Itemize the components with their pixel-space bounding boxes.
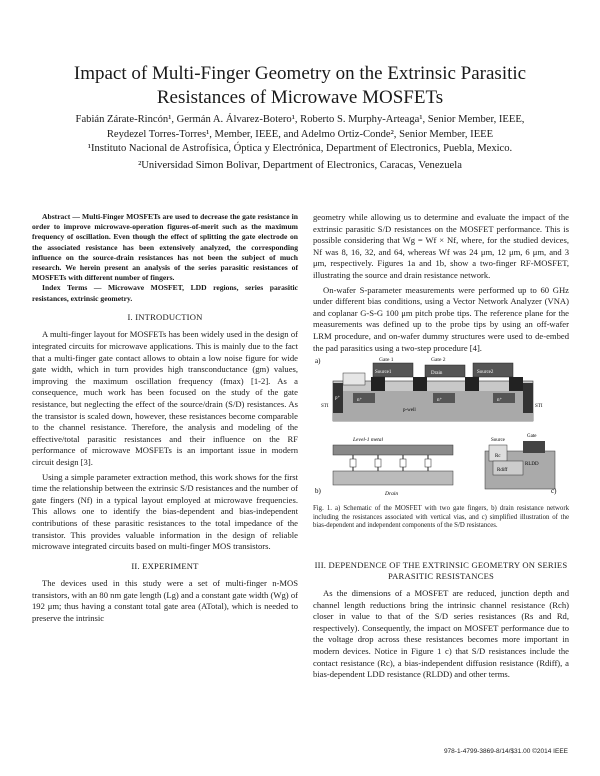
- title-line-2: Resistances of Microwave MOSFETs: [156, 87, 444, 108]
- figure-panel-b: [333, 445, 453, 485]
- sec3-paragraph-1: As the dimensions of a MOSFET are reduced, junction depth and channel length reductions bring the intrinsic channel resistance (Rch) closer in value to that of the S/D series resistances (Rs and Rd, respectively). Consequently, the impact on MOSFET performance due to the voltage drop across these resistances becomes more important in modern devices. Notice in Figure 1 c) that S/D resistances include the contact resistance (Rc), a bias-independent diffusion resistance (Rdiff), a bias-dependent LDD resistance (RLDD) and other terms.: [313, 588, 569, 680]
- affiliation-2: ²Universidad Simon Bolivar, Department of Electronics, Caracas, Venezuela: [138, 160, 462, 171]
- fig-level1-label: Level-1 metal: [353, 437, 384, 443]
- affiliation-1: ¹Instituto Nacional de Astrofísica, Óptica y Electrónica, Department of Electronics, Puebla, Mexico.: [87, 143, 513, 154]
- fig-source-c-label: Source: [491, 438, 505, 443]
- fig-sti-right: STI: [535, 404, 543, 409]
- fig-rdiff-label: Rdiff: [497, 468, 508, 473]
- fig-label-b: b): [315, 487, 321, 495]
- experiment-paragraph-1: The devices used in this study were a set of multi-finger n-MOS transistors, with an 80 nm gate length (Lg) and a constant gate width (Wg) of 192 μm; thus having a constant total gate area (ATotal), which is needed to preserve the intrinsic: [32, 578, 298, 624]
- abstract-text: Abstract — Multi-Finger MOSFETs are used to decrease the gate resistance in order to improve microwave-operation figures-of-merit such as the maximum frequency of oscillation. Even though the effect of splitting the gate electrode on the associated resistance has been extensively analyzed, the corresponding influence on the source-drain resistances has not been the subject of much research. We herein present an analysis of the series parasitic resistances of MOSFETs with different number of fingers.: [32, 212, 298, 283]
- sec3-title-line-1: III. DEPENDENCE OF THE EXTRINSIC GEOMETRY ON SERIES: [314, 560, 568, 570]
- section-heading-experiment: II. EXPERIMENT: [131, 560, 199, 571]
- fig-source2-label: Source2: [477, 370, 494, 375]
- right-column-bottom: [313, 560, 569, 684]
- fig-label-a: a): [315, 357, 321, 365]
- sec3-title-line-2: PARASITIC RESISTANCES: [387, 571, 495, 581]
- intro-paragraph-2: Using a simple parameter extraction method, this work shows for the first time the relationship between the extrinsic S/D resistances and the number of gate fingers (Nf) in a typical layout employed at microwave frequencies. This allows one to identify the bias-dependent and bias-independent contributions of these parasitic resistances to the total impedance of the transistor. This provides valuable information in the design of reliable microwave integrated circuits based on multi-finger MOS transistors.: [32, 471, 298, 552]
- fig-gate2-label: Gate 2: [431, 357, 446, 363]
- fig-source1-label: Source1: [375, 370, 392, 375]
- fig-gate-c-label: Gate: [527, 434, 537, 439]
- intro-paragraph-1: A multi-finger layout for MOSFETs has been widely used in the design of integrated circuits for microwave applications. This is mainly due to the fact that a multi-finger gate contact allows to obtain a low noise figure for wide gate width, which in turn provides high transconductance (gm) values, improving the maximum oscillation frequency (fmax) [1-2]. As a consequence, much work has been focused on the study of the gate resistance, but neglecting the effect of the source/drain (S/D) resistances. As the transistor is scaled down, however, these resistances become comparable to the channel resistance. Therefore, the analysis and modeling of the effective/total parasitic resistances and their influence on the RF performance of microwave MOSFETs is an important issue in modern circuit design [3].: [32, 329, 298, 467]
- fig-drain-b-label: Drain: [385, 491, 399, 497]
- abstract-block: [32, 212, 298, 304]
- section-heading-dependence: [313, 560, 569, 582]
- fig-rc-label: Rc: [495, 454, 501, 459]
- fig-drain-label: Drain: [431, 371, 443, 376]
- index-terms: Index Terms — Microwave MOSFET, LDD regions, series parasitic resistances, extrinsic geometry.: [32, 283, 298, 303]
- figure-1-caption: Fig. 1. a) Schematic of the MOSFET with two gate fingers, b) drain resistance network including the resistances associated with vertical vias, and c) simplified illustration of the bias-dependent and independent components of the S/D resistances.: [313, 505, 569, 530]
- fig-nplus-3: n⁺: [497, 398, 503, 403]
- author-list: [40, 112, 560, 142]
- fig-nplus-1: n⁺: [357, 398, 363, 403]
- figure-panel-c: [485, 441, 555, 489]
- right-paragraph-2: On-wafer S-parameter measurements were performed up to 60 GHz under different bias conditions, using a Vector Network Analyzer (VNA) and coplanar G-S-G 100 μm pitch probe tips. The reference plane for the measurements was defined up to the probe tips by using an off-wafer LRM procedure, and on-wafer dummy structures were used to de-embed the pad parasitics using a two-step procedure [4].: [313, 284, 569, 353]
- title-line-1: Impact of Multi-Finger Geometry on the Extrinsic Parasitic: [73, 63, 527, 84]
- fig-gate1-label: Gate 1: [379, 357, 394, 363]
- left-column: [32, 212, 298, 628]
- fig-pplus-label: p⁺: [335, 396, 341, 401]
- fig-nplus-2: n⁺: [437, 398, 443, 403]
- right-paragraph-1: geometry while allowing us to determine and evaluate the impact of the extrinsic parasitic S/D resistances on the MOSFET performance. This is possible considering that Wg = Wf × Nf, where, for the studied devices, Nf was 8, 16, 32, and 64, whereas Wf was 24 μm, 12 μm, 6 μm, and 3 μm, respectively. Figures 1a and 1b, show a two-finger RF-MOSFET, illustrating the source and drain resistance network.: [313, 212, 569, 280]
- right-column-top: [313, 212, 569, 357]
- paper-title: [0, 62, 600, 110]
- authors-line-2: Reydezel Torres-Torres¹, Member, IEEE, and Adelmo Ortiz-Conde², Senior Member, IEEE: [106, 129, 494, 140]
- figure-1: [313, 353, 569, 501]
- fig-label-c: c): [551, 487, 557, 495]
- fig-sti-left: STI: [321, 404, 329, 409]
- section-heading-introduction: I. INTRODUCTION: [127, 311, 203, 322]
- fig-rldd-label: RLDD: [525, 462, 539, 467]
- fig-pwell-label: p-well: [403, 408, 416, 413]
- copyright-footer: 978-1-4799-3869-8/14/$31.00 ©2014 IEEE: [443, 748, 568, 755]
- authors-line-1: Fabián Zárate-Rincón¹, Germán A. Álvarez-Botero¹, Roberto S. Murphy-Arteaga¹, Senior Member, IEEE,: [75, 114, 525, 125]
